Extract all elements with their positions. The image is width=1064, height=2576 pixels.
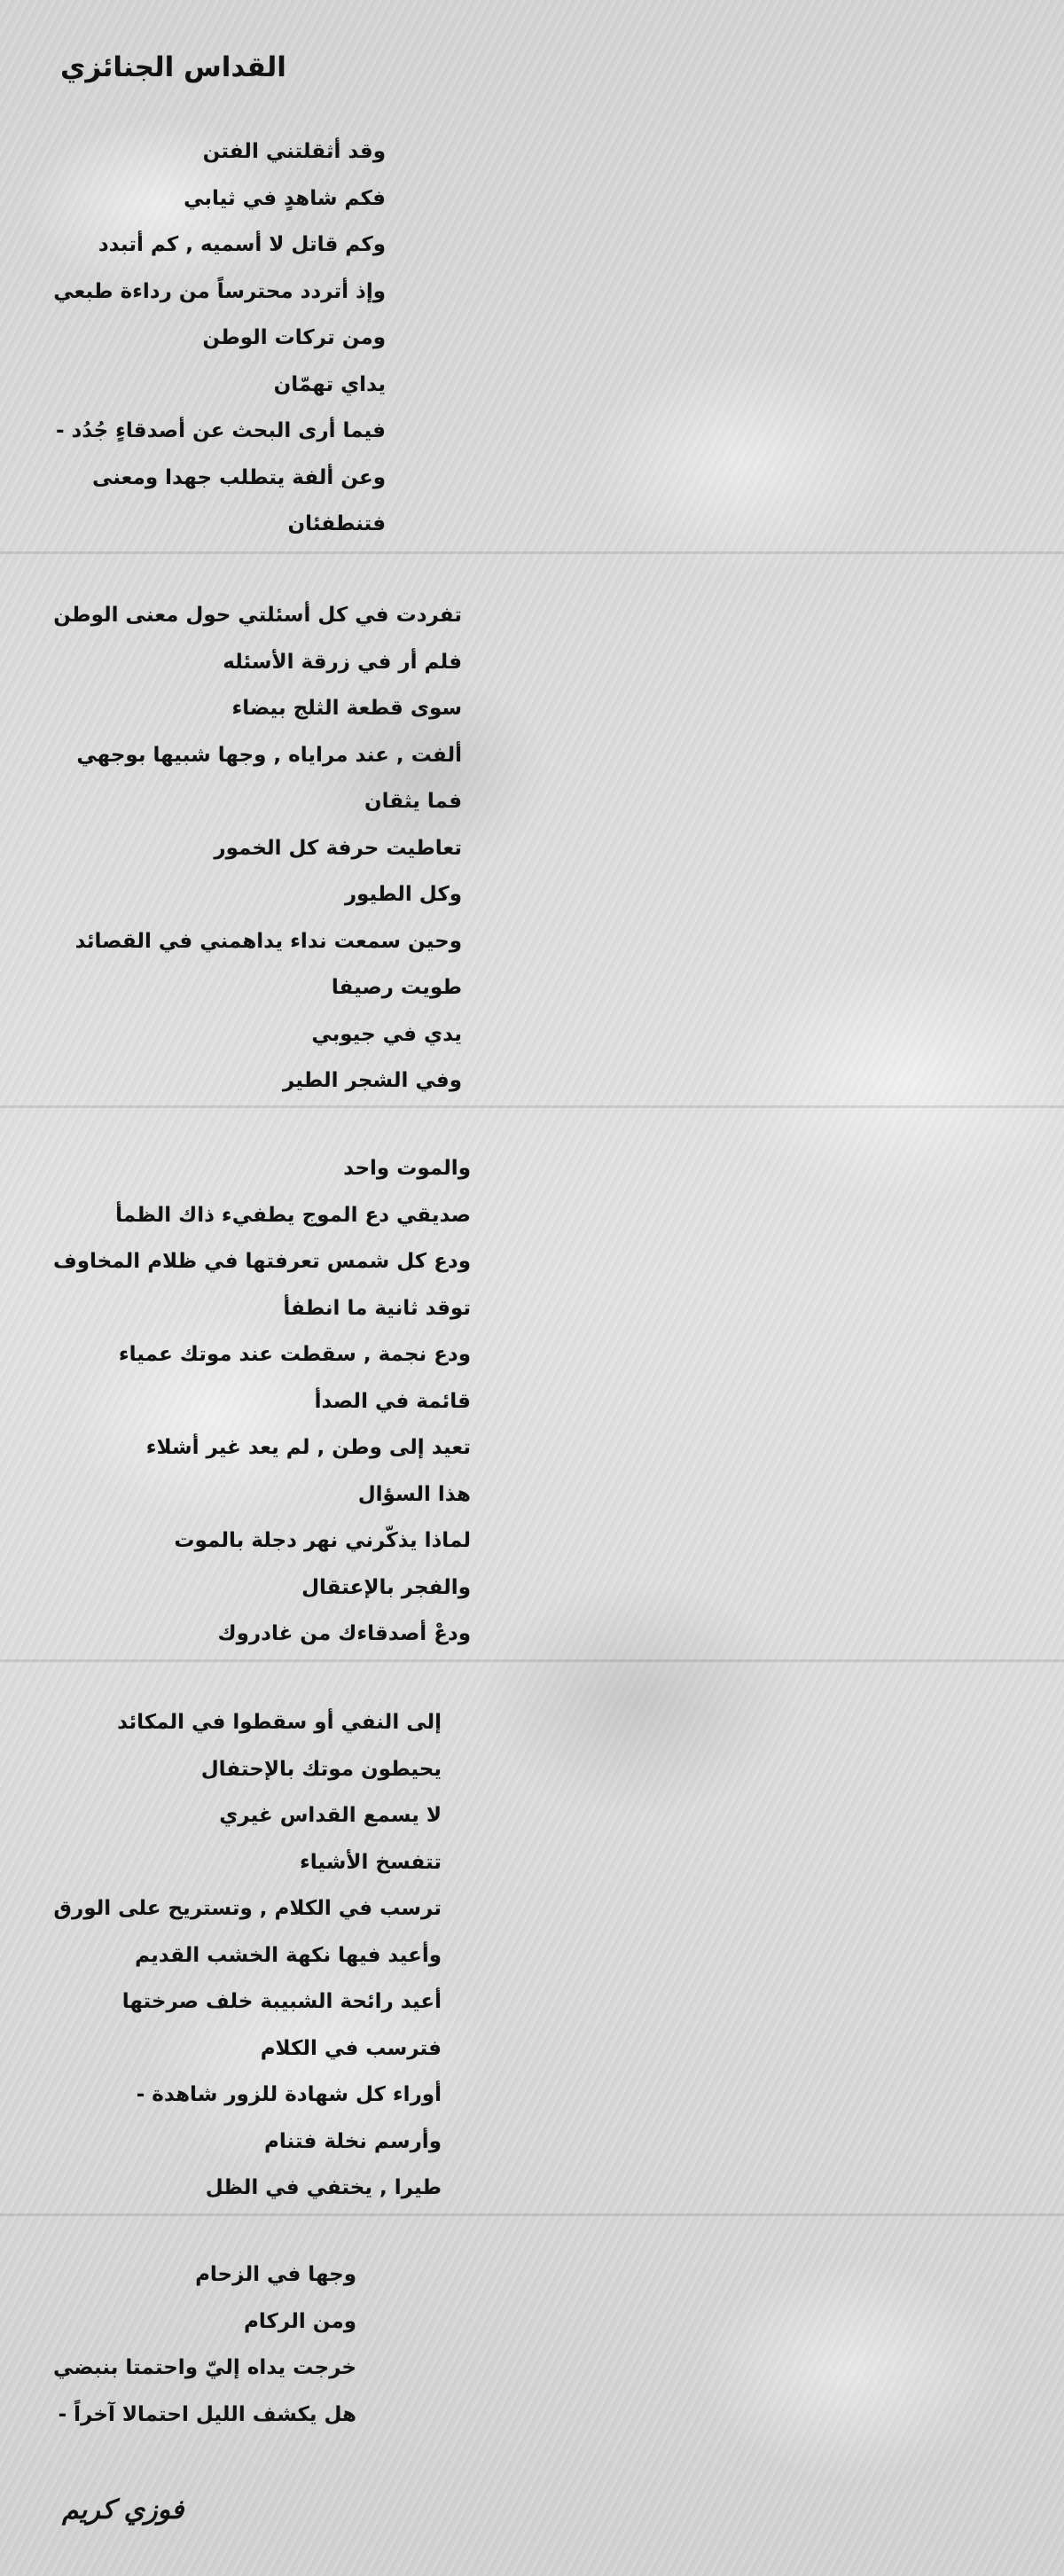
poem-line: لا يسمع القداس غيري bbox=[219, 1804, 442, 1827]
poem-line: وفي الشجر الطير bbox=[282, 1069, 462, 1092]
poem-line: ومن تركات الوطن bbox=[202, 326, 386, 349]
poem-line: تعاطيت حرفة كل الخمور bbox=[214, 836, 462, 860]
poem-line: سوى قطعة الثلج بيضاء bbox=[231, 697, 462, 720]
poem-line: أعيد رائحة الشبيبة خلف صرختها bbox=[121, 1990, 442, 2013]
poem-line: وجها في الزحام bbox=[195, 2263, 356, 2286]
poem-line: ودعْ أصدقاءك من غادروك bbox=[217, 1622, 471, 1645]
stanza-3 bbox=[53, 1145, 471, 1658]
poem-line: ودع كل شمس تعرفتها في ظلام المخاوف bbox=[53, 1250, 471, 1273]
poem-line: فترسب في الكلام bbox=[260, 2036, 442, 2060]
poem-line: هذا السؤال bbox=[357, 1482, 471, 1506]
texture-seam bbox=[0, 1659, 1064, 1662]
poem-line: فيما أرى البحث عن أصدقاءٍ جُدُد - bbox=[55, 419, 386, 442]
poem-line: أوراء كل شهادة للزور شاهدة - bbox=[136, 2083, 442, 2106]
poem-line: لماذا يذكّرني نهر دجلة بالموت bbox=[174, 1529, 471, 1552]
stanza-5 bbox=[53, 2252, 356, 2438]
texture-seam bbox=[0, 1105, 1064, 1108]
poem-line: فكم شاهدٍ في ثيابي bbox=[184, 186, 386, 210]
poem-line: وإذ أتردد محترساً من رداءة طبعي bbox=[53, 279, 386, 303]
poem-title: القداس الجنائزي bbox=[60, 51, 286, 83]
author-signature: فوزي كريم bbox=[62, 2494, 184, 2525]
poem-line: فلم أر في زرقة الأسئله bbox=[223, 650, 462, 674]
stanza-1 bbox=[53, 129, 386, 548]
texture-seam bbox=[0, 551, 1064, 554]
poem-line: ألفت , عند مراياه , وجها شبيها بوجهي bbox=[76, 743, 462, 767]
poem-line: وكم قاتل لا أسميه , كم أتبدد bbox=[98, 233, 386, 256]
poem-line: توقد ثانية ما انطفأ bbox=[283, 1296, 471, 1320]
poem-line: وحين سمعت نداء يداهمني في القصائد bbox=[74, 929, 462, 953]
poem-line: ودع نجمة , سقطت عند موتك عمياء bbox=[118, 1343, 471, 1366]
poem-line: وعن ألفة يتطلب جهدا ومعنى bbox=[91, 465, 386, 489]
poem-line: هل يكشف الليل احتمالا آخراً - bbox=[58, 2402, 356, 2426]
poem-line: صديقي دع الموج يطفيء ذاك الظمأ bbox=[115, 1203, 471, 1227]
poem-line: تعيد إلى وطن , لم يعد غير أشلاء bbox=[145, 1436, 471, 1459]
poem-line: ومن الركام bbox=[244, 2309, 356, 2333]
poem-line: والفجر بالإعتقال bbox=[301, 1575, 471, 1599]
poem-line: ترسب في الكلام , وتستريح على الورق bbox=[53, 1897, 442, 1920]
poem-line: يداي تهمّان bbox=[273, 372, 386, 396]
poem-line: وكل الطيور bbox=[344, 883, 462, 906]
poem-line: وقد أثقلتني الفتن bbox=[202, 140, 386, 163]
stanza-2 bbox=[53, 592, 462, 1105]
poem-line: طويت رصيفا bbox=[331, 976, 462, 999]
poem-line: تتفسخ الأشياء bbox=[300, 1850, 442, 1874]
poem-line: خرجت يداه إليّ واحتمتا بنبضي bbox=[53, 2356, 356, 2379]
poem-line: يدي في جيوبي bbox=[311, 1022, 462, 1046]
poem-line: قائمة في الصدأ bbox=[314, 1389, 471, 1413]
poem-line: طيرا , يختفي في الظل bbox=[205, 2176, 442, 2199]
poem-line: وأرسم نخلة فتنام bbox=[264, 2129, 442, 2153]
stanza-4 bbox=[53, 1699, 442, 2212]
poem-line: وأعيد فيها نكهة الخشب القديم bbox=[135, 1943, 442, 1967]
poem-line: فما يثقان bbox=[364, 790, 462, 813]
poem-line: إلى النفي أو سقطوا في المكائد bbox=[117, 1711, 442, 1734]
poem-line: يحيطون موتك بالإحتفال bbox=[200, 1757, 442, 1781]
texture-seam bbox=[0, 2213, 1064, 2216]
poem-line: تفردت في كل أسئلتي حول معنى الوطن bbox=[53, 604, 462, 627]
poem-line: والموت واحد bbox=[343, 1157, 471, 1180]
poem-line: فتنطفئان bbox=[287, 512, 386, 535]
